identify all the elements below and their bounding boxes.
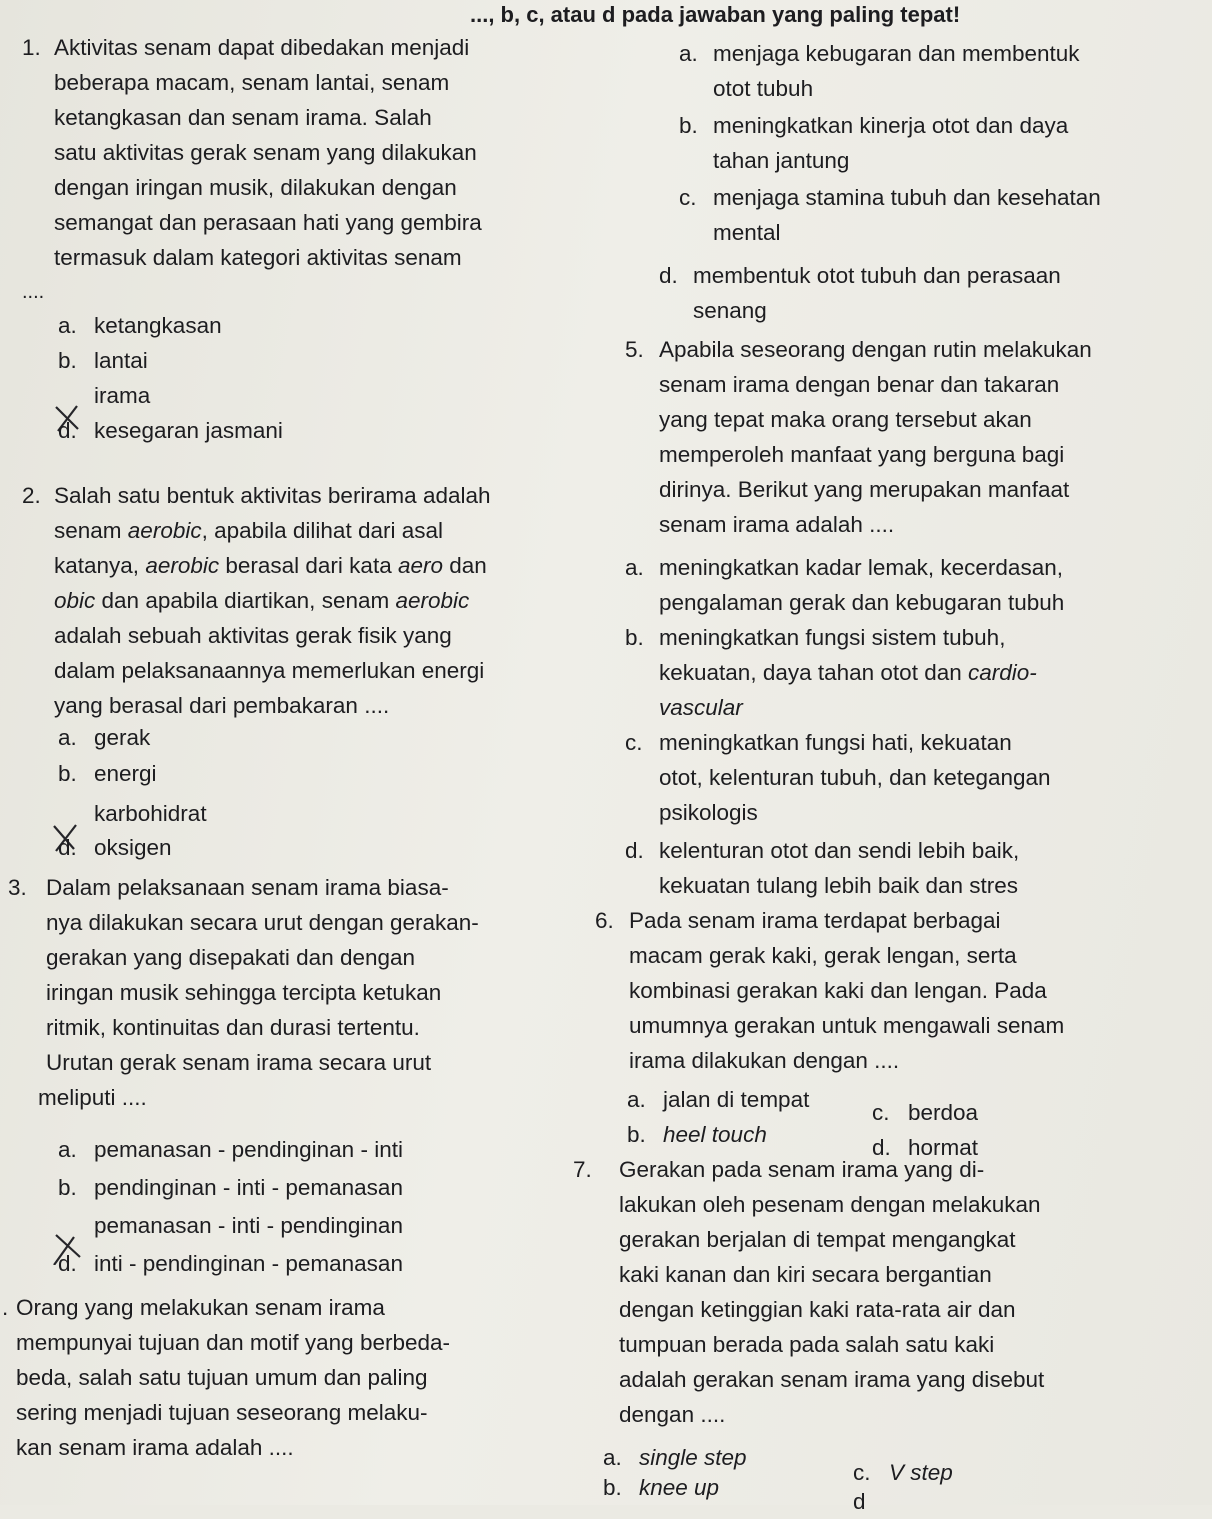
option-a[interactable]: a. pemanasan - pendinginan - inti bbox=[58, 1137, 403, 1162]
question-stem: Pada senam irama terdapat berbagai macam gerak kaki, gerak lengan, serta kombinasi gerakan kaki dan lengan. Pada umumnya gerakan untuk mengawali senam irama dilakukan dengan .... bbox=[629, 908, 1065, 1073]
option-d[interactable]: d. hormat bbox=[872, 1135, 979, 1160]
question-number: 3. bbox=[8, 875, 27, 900]
option-b[interactable]: b. energi bbox=[58, 761, 157, 786]
question-stem: Dalam pelaksanaan senam irama biasa- nya dilakukan secara urut dengan gerakan- gerakan yang disepakati dan dengan iringan musik sehingga tercipta ketukan ritmik, kontinuitas dan durasi tertentu. Urutan gerak senam irama secara urut bbox=[46, 875, 479, 1075]
question-stem: Salah satu bentuk aktivitas berirama adalah senam aerobic, apabila dilihat dari asal katanya, aerobic berasal dari kata aero dan obic dan apabila diartikan, senam aerobic adalah sebuah aktivitas gerak fisik yang dalam pelaksanaannya memerlukan energi yang berasal dari pembakaran .... bbox=[54, 483, 491, 718]
option-d[interactable]: d. oksigen bbox=[58, 835, 172, 860]
question-number: . bbox=[2, 1295, 9, 1320]
option-b[interactable]: b. knee up bbox=[603, 1475, 720, 1500]
question-number: 2. bbox=[22, 483, 41, 508]
worksheet-page: ..., b, c, atau d pada jawaban yang paling tepat! 1. Aktivitas senam dapat dibedakan menjadi beberapa macam, senam lantai, senam ketangkasan dan senam irama. Salah satu aktivitas gerak senam yang dilakukan dengan iringan musik, dilakukan dengan semangat dan perasaan hati yang gembira termasuk dalam kategori aktivitas senam .... a. ketangkasan b. lantai irama d. kesegaran jasmani 2. Salah satu bentuk aktivitas berirama adalah senam aerobic, apabila dilihat dari asal katanya, aerobic berasal dari kata aero dan obic dan apabila diartikan, senam aerobic adalah sebuah aktivitas gerak fisik yang dalam pelaksanaannya memerlukan energi yang berasal dari pembakaran .... a. gerak b. energi karbohidrat d. oksigen 3. Dalam pelaksanaan senam irama biasa- nya dilakukan secara urut dengan gerakan- gerakan yang disepakati dan dengan iringan musik sehingga tercipta ketukan ritmik, kontinuitas dan durasi tertentu. Urutan gerak senam irama secara urut meliputi .... a. pemanasan - pendinginan - inti b. pendinginan - inti - pemanasan pemanasan - inti - pendinginan d. inti - pendinginan - pemanasan . Orang yang melakukan senam irama mempunyai tujuan dan motif yang berbeda- beda, salah satu tujuan umum dan paling sering menjadi tujuan seseorang melaku- kan senam irama adalah .... a. menjaga kebugaran dan membentuk otot tubuh b. meningkatkan kinerja otot dan daya tahan jantung c. menjaga stamina tubuh dan kesehatan mental d. membentuk otot tubuh dan perasaan senang 5. Apabila seseorang dengan rutin melakukan senam irama dengan benar dan takaran yang tepat maka orang tersebut akan memperoleh manfaat yang berguna bagi dirinya. Berikut yang merupakan manfaat senam irama adalah .... a. meningkatkan kadar lemak, kecerdasan, pengalaman gerak dan kebugaran tubuh b. meningkatkan fungsi sistem tubuh, kekuatan, daya tahan otot dan cardio- vascular c. meningkatkan fungsi hati, kekuatan otot, kelenturan tubuh, dan ketegangan psikologis d. kelenturan otot dan sendi lebih baik, kekuatan tulang lebih baik dan stres 6. Pada senam irama terdapat berbagai macam gerak kaki, gerak lengan, serta kombinasi gerakan kaki dan lengan. Pada umumnya gerakan untuk mengawali senam irama dilakukan dengan .... a. jalan di tempat b. heel touch c. berdoa d. hormat 7. Gerakan pada senam irama yang di- lakukan oleh pesenam dengan melakukan gerakan berjalan di tempat mengangkat kaki kanan dan kiri secara bergantian dengan ketinggian kaki rata-rata air dan tumpuan berada pada salah satu kaki adalah gerakan senam irama yang disebut dengan .... a. single step b. knee up c. V step d bbox=[0, 0, 1212, 1505]
option-d[interactable]: d. inti - pendinginan - pemanasan bbox=[58, 1251, 403, 1276]
question-stem: Aktivitas senam dapat dibedakan menjadi beberapa macam, senam lantai, senam ketangkasan dan senam irama. Salah satu aktivitas gerak senam yang dilakukan dengan iringan musik, dilakukan dengan semangat dan perasaan hati yang gembira termasuk dalam kategori aktivitas senam bbox=[54, 35, 482, 270]
option-c[interactable]: c. berdoa bbox=[872, 1100, 979, 1125]
question-stem: Gerakan pada senam irama yang di- lakukan oleh pesenam dengan melakukan gerakan berjalan di tempat mengangkat kaki kanan dan kiri secara bergantian dengan ketinggian kaki rata-rata air dan tumpuan berada pada salah satu kaki adalah gerakan senam irama yang disebut dengan .... bbox=[619, 1157, 1045, 1427]
option-a[interactable]: a. gerak bbox=[58, 725, 151, 750]
question-number: 5. bbox=[625, 337, 644, 362]
option-a[interactable]: a. ketangkasan bbox=[58, 313, 222, 338]
option-b[interactable]: b. lantai bbox=[58, 348, 148, 373]
option-a[interactable]: a. jalan di tempat bbox=[627, 1087, 810, 1112]
question-stem: Orang yang melakukan senam irama bbox=[16, 1295, 385, 1320]
question-stem: Apabila seseorang dengan rutin melakukan senam irama dengan benar dan takaran yang tepat maka orang tersebut akan memperoleh manfaat yang berguna bagi dirinya. Berikut yang merupakan manfaat senam irama adalah .... bbox=[659, 337, 1092, 537]
option-c-selected[interactable]: pemanasan - inti - pendinginan bbox=[58, 1208, 403, 1243]
option-c[interactable]: c. V step bbox=[853, 1460, 953, 1485]
option-a[interactable]: a. single step bbox=[603, 1445, 747, 1470]
option-c-selected[interactable]: irama bbox=[58, 378, 150, 413]
option-b[interactable]: b. pendinginan - inti - pemanasan bbox=[58, 1175, 403, 1200]
option-d[interactable]: d bbox=[853, 1489, 866, 1514]
option-d[interactable]: d. kesegaran jasmani bbox=[58, 418, 283, 443]
instruction-header: ..., b, c, atau d pada jawaban yang paling tepat! bbox=[470, 2, 961, 27]
option-c-selected[interactable]: karbohidrat bbox=[58, 796, 207, 831]
question-number: 7. bbox=[573, 1157, 592, 1182]
question-number: 1. bbox=[22, 35, 41, 60]
option-b[interactable]: b. heel touch bbox=[627, 1122, 767, 1147]
question-number: 6. bbox=[595, 908, 614, 933]
